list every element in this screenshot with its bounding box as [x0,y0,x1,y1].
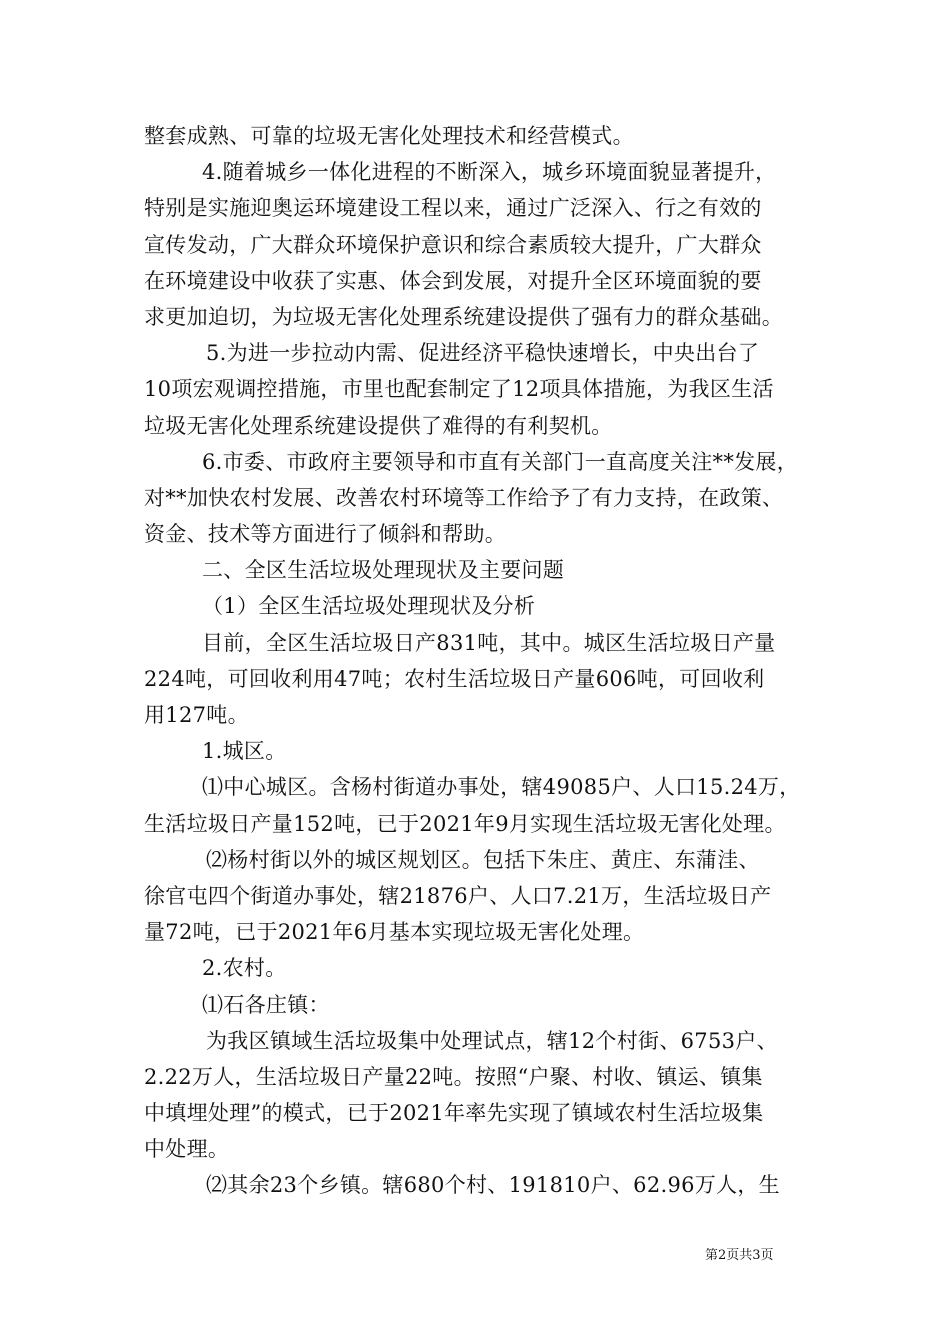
paragraph-6: 6.市委、市政府主要领导和市直有关部门一直高度关注**发展， [202,449,799,474]
text-line: 求更加迫切，为垃圾无害化处理系统建设提供了强有力的群众基础。 [144,304,783,329]
item-urban-planning-area: ⑵杨村街以外的城区规划区。包括下朱庄、黄庄、东蒲洼、 [206,847,760,872]
item-other-townships: ⑵其余23个乡镇。辖680个村、191810户、62.96万人，生 [206,1173,780,1198]
item-urban-heading: 1.城区。 [202,739,287,764]
text-line: 宣传发动，广大群众环境保护意识和综合素质较大提升，广大群众 [144,232,762,257]
subsection-heading: （1）全区生活垃圾处理现状及分析 [202,594,536,619]
text-line: 特别是实施迎奥运环境建设工程以来，通过广泛深入、行之有效的 [144,196,762,221]
paragraph-pilot: 为我区镇域生活垃圾集中处理试点，辖12个村街、6753户、 [206,1028,778,1053]
text-line: 2.22万人，生活垃圾日产量22吨。按照“户聚、村收、镇运、镇集 [144,1064,763,1089]
text-line: 对**加快农村发展、改善农村环境等工作给予了有力支持，在政策、 [144,485,784,510]
text-line: 垃圾无害化处理系统建设提供了难得的有利契机。 [144,413,613,438]
text-line: 10项宏观调控措施，市里也配套制定了12项具体措施，为我区生活 [144,377,774,402]
item-shigezhuang: ⑴石各庄镇： [202,992,330,1017]
paragraph-4: 4.随着城乡一体化进程的不断深入，城乡环境面貌显著提升， [202,160,777,185]
text-line: 中处理。 [144,1137,230,1162]
paragraph-5: 5.为进一步拉动内需、促进经济平稳快速增长，中央出台了 [206,341,760,366]
text-line: 在环境建设中收获了实惠、体会到发展，对提升全区环境面貌的要 [144,268,762,293]
text-line: 徐官屯四个街道办事处，辖21876户、人口7.21万，生活垃圾日产 [144,883,772,908]
text-line: 资金、技术等方面进行了倾斜和帮助。 [144,522,507,547]
text-line: 生活垃圾日产量152吨，已于2021年9月实现生活垃圾无害化处理。 [144,811,786,836]
text-line: 用127吨。 [144,703,249,727]
section-heading: 二、全区生活垃圾处理现状及主要问题 [202,558,565,583]
paragraph-current-status: 目前，全区生活垃圾日产831吨，其中。城区生活垃圾日产量 [202,630,776,655]
item-central-urban: ⑴中心城区。含杨村街道办事处，辖49085户、人口15.24万， [202,775,801,800]
text-line: 中填埋处理”的模式，已于2021年率先实现了镇域农村生活垃圾集 [144,1101,764,1126]
document-body [144,118,814,1204]
page-number: 第2页共3页 [705,1248,774,1263]
text-line: 量72吨，已于2021年6月基本实现垃圾无害化处理。 [144,920,645,945]
text-line: 整套成熟、可靠的垃圾无害化处理技术和经营模式。 [144,124,634,148]
item-rural-heading: 2.农村。 [202,956,287,981]
text-line: 224吨，可回收利用47吨；农村生活垃圾日产量606吨，可回收利 [144,666,765,691]
